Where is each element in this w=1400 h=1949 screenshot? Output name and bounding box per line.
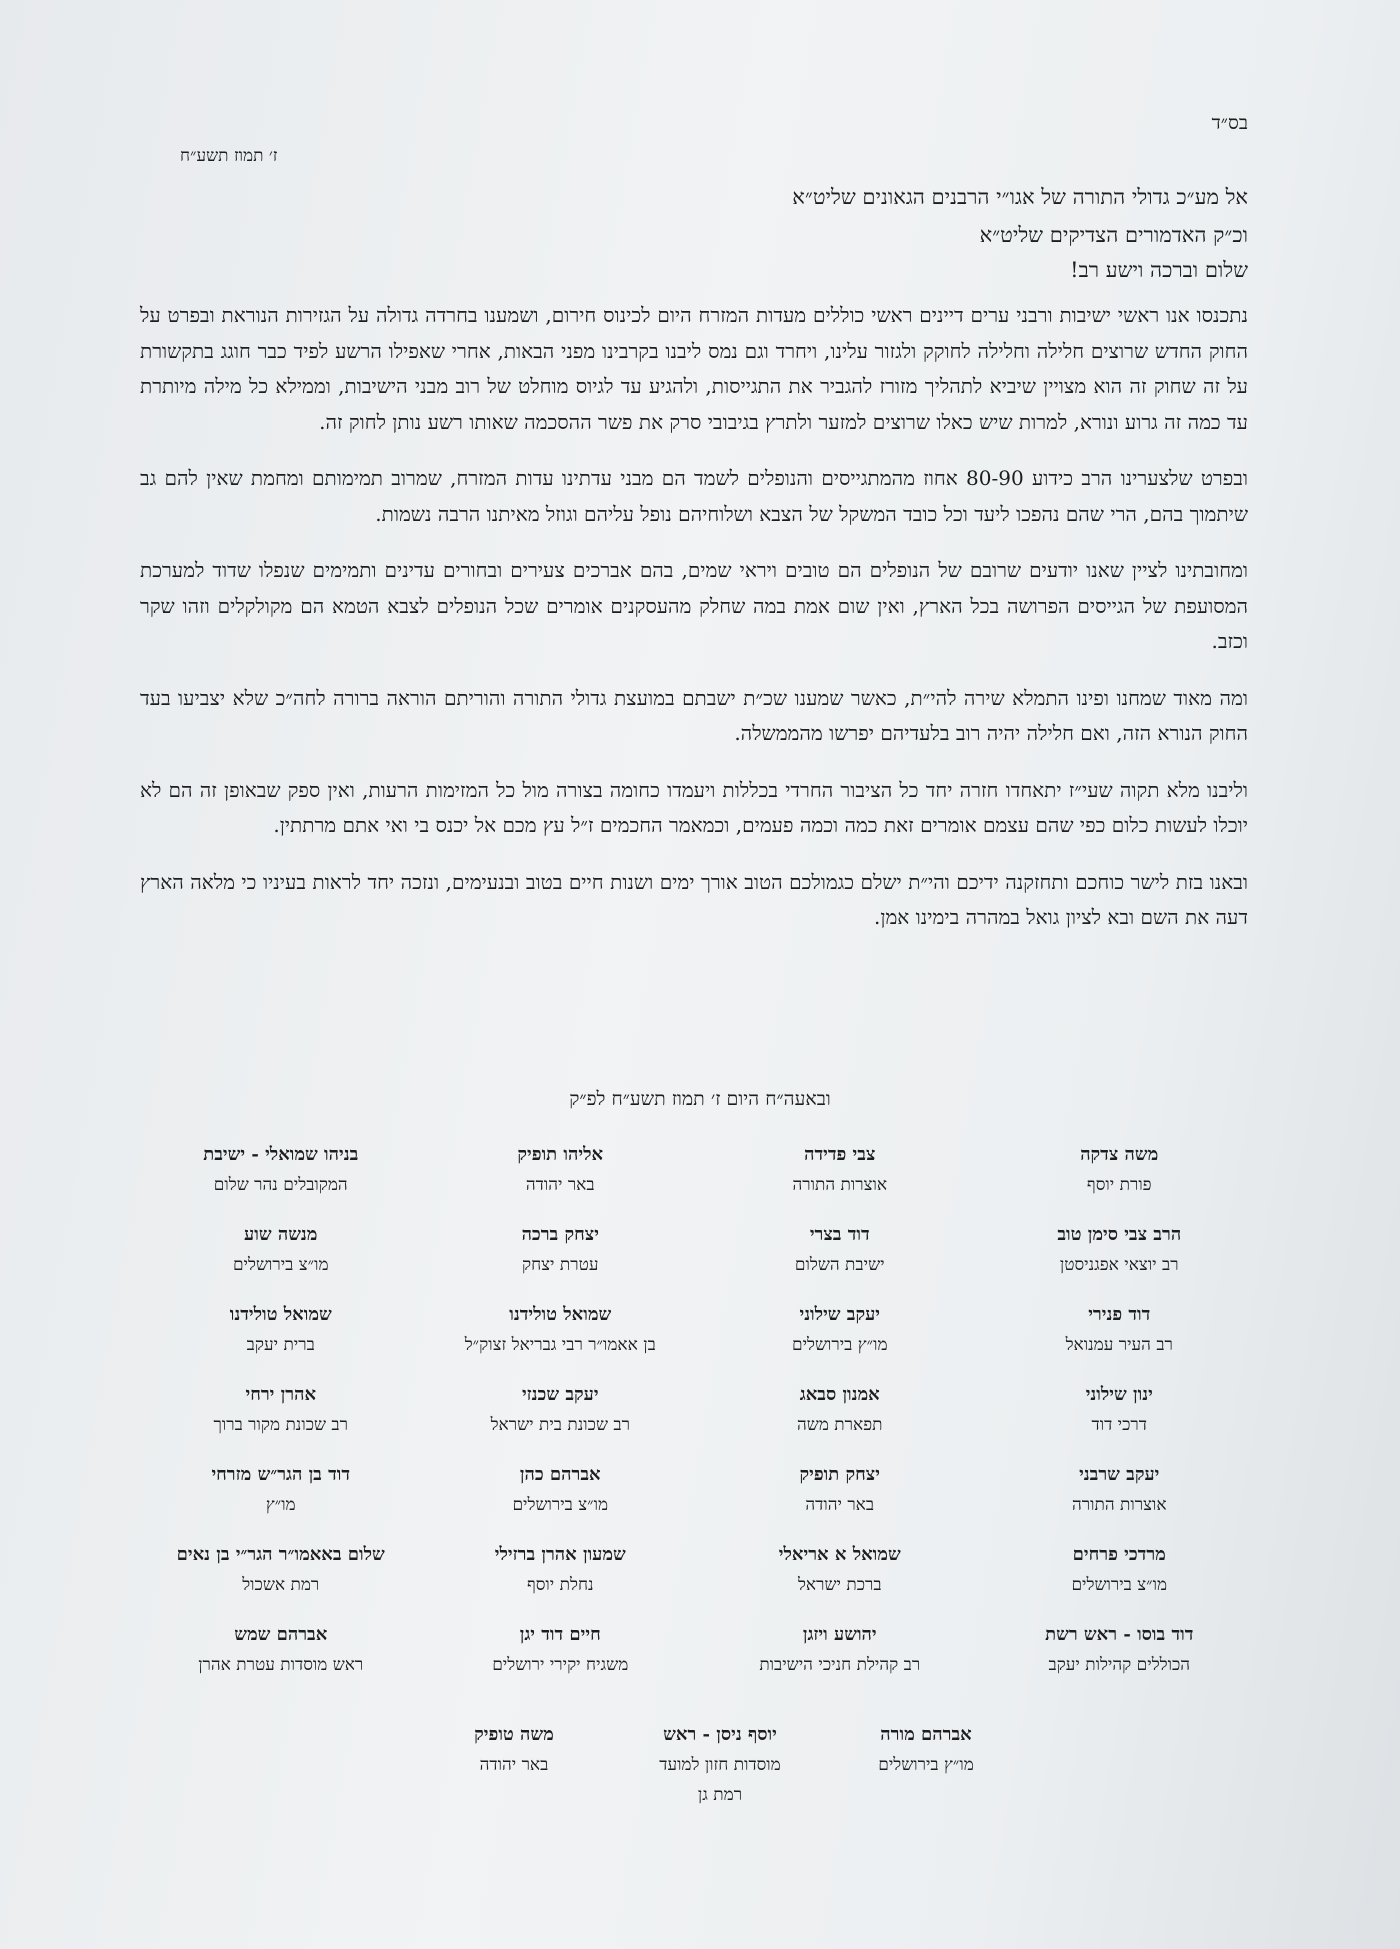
signer-title: רב שכונת בית ישראל (490, 1415, 630, 1435)
signer-title: ברכת ישראל (797, 1575, 882, 1595)
signature-block (430, 1540, 692, 1600)
signer-title: מו״ץ בירושלים (791, 1335, 888, 1355)
body-paragraph: ומחובתינו לציין שאנו יודעים שרובם של הנופלים הם טובים ויראי שמים, בהם אברכים צעירים ובחורים עדינים ותמימים שנפלו שדוד למערכת המסועפת של הגייסים הפרושה בכל הארץ, ואין שום אמת במה שחלק מהעסקנים אומרים שכל הנופלים לצבא הטמא הם מקולקלים וזהו שקר וכזב. (140, 558, 1248, 653)
body-paragraph: ובאנו בזת לישר כוחכם ותחזקנה ידיכם והי״ת ישלם כגמולכם הטוב אורך ימים ושנות חיים בטוב ובנעימים, ונזכה יחד לראות בעיניו כי מלאה הארץ דעה את השם ובא לציון גואל במהרה בימינו אמן. (140, 869, 1248, 929)
signer-title: באר יהודה (525, 1175, 595, 1195)
signer-title: תפארת משה (797, 1415, 883, 1435)
signature-block (430, 1140, 692, 1200)
signature-block (430, 1460, 692, 1520)
signature-block (989, 1380, 1251, 1440)
signer-name: אהרן ירחי (245, 1384, 317, 1405)
signer-title: הכוללים קהילות יעקב (1048, 1655, 1191, 1675)
signer-title: באר יהודה (479, 1755, 549, 1775)
signature-block (150, 1620, 412, 1680)
signer-name: שמואל טולידנו (509, 1304, 612, 1325)
signer-name: מנשה שוע (244, 1224, 318, 1245)
signer-name: שמעון אהרן ברזילי (494, 1544, 626, 1565)
signer-title: אוצרות התורה (792, 1175, 888, 1195)
signature-block (430, 1220, 692, 1280)
signature-block (150, 1140, 412, 1200)
signature-block (709, 1620, 971, 1680)
signature-block (989, 1140, 1251, 1200)
signer-name: דוד פנירי (1088, 1304, 1151, 1325)
signer-title: רב שכונת מקור ברוך (213, 1415, 348, 1435)
signature-block (989, 1540, 1251, 1600)
signer-name: יצחק תופיק (799, 1464, 880, 1485)
signer-name: בניהו שמואלי - ישיבת (203, 1144, 359, 1165)
signature-block (150, 1540, 412, 1600)
signature-block (150, 1460, 412, 1520)
signer-title: מו״ץ (265, 1495, 296, 1515)
signer-name: הרב צבי סימן טוב (1057, 1224, 1182, 1245)
signature-block (989, 1460, 1251, 1520)
signer-title: רב העיר עמנואל (1065, 1335, 1173, 1355)
signer-name: אמנון סבאג (799, 1384, 880, 1405)
signer-name: אברהם שמש (234, 1624, 328, 1645)
signer-name: אליהו תופיק (517, 1144, 604, 1165)
body-paragraph: וליבנו מלא תקוה שעי״ז יתאחדו חזרה יחד כל הציבור החרדי בכללות ויעמדו כחומה בצורה מול כל המזימות הרעות, ואין ספק שבאופן זה הם לא יוכלו לעשות כלום כפי שהם עצמם אומרים זאת כמה וכמה פעמים, וכמאמר החכמים ז״ל עץ מכם אל יכנס בי ואי אתם מרתתין. (140, 777, 1248, 837)
addressee-line: אל מע״כ גדולי התורה של אגו״י הרבנים הגאונים שליט״א (792, 185, 1248, 209)
signer-title: מוסדות חזון למועד (659, 1755, 781, 1775)
signer-title: ברית יעקב (246, 1335, 315, 1355)
addressee-line: וכ״ק האדמורים הצדיקים שליט״א (979, 223, 1248, 247)
signer-title: פורת יוסף (1086, 1175, 1152, 1195)
letter-date: ז׳ תמוז תשע״ח (180, 146, 278, 166)
signature-block (150, 1300, 412, 1360)
signer-name: חיים דוד יגן (519, 1624, 601, 1645)
signer-name: שמואל טולידנו (229, 1304, 332, 1325)
body-paragraph: ומה מאוד שמחנו ופינו התמלא שירה להי״ת, כאשר שמענו שכ״ת ישבתם במועצת גדולי התורה והוריתם הוראה ברורה לחה״כ שלא יצביעו בעד החוק הנורא הזה, ואם חלילה יהיה רוב בלעדיהם יפרשו מהממשלה. (140, 685, 1248, 745)
signer-title: דרכי דוד (1091, 1415, 1147, 1435)
bsd-header: בס״ד (1211, 112, 1248, 134)
signer-name: ינון שילוני (1085, 1384, 1153, 1405)
signer-name: אברהם מורה (880, 1724, 972, 1745)
signer-name: שמואל א אריאלי (778, 1544, 901, 1565)
body-paragraph: ובפרט שלצערינו הרב כידוע 80-90 אחוז מהמתגייסים והנופלים לשמד הם מבני עדתינו עדות המזרח, שמרוב תמימותם ומחמת שאין להם גב שיתמוך בהם, הרי שהם נהפכו ליעד וכל כובד המשקל של הצבא ושלוחיהם נופל עליהם וגוזל מאיתנו הרבה נשמות. (140, 466, 1248, 526)
signer-name: דוד בן הגר״ש מזרחי (211, 1464, 351, 1485)
signer-name: יעקב שכנזי (521, 1384, 599, 1405)
greeting: שלום וברכה וישע רב! (1070, 258, 1248, 282)
signature-block (709, 1220, 971, 1280)
signer-title: באר יהודה (805, 1495, 875, 1515)
signature-block (430, 1380, 692, 1440)
signer-name: יעקב שרבני (1079, 1464, 1160, 1485)
signer-name: יעקב שילוני (799, 1304, 881, 1325)
signer-name: יוסף ניסן - ראש (663, 1724, 777, 1745)
letter-body (140, 298, 1248, 957)
signer-title: מו״ץ בירושלים (878, 1755, 974, 1775)
signer-title: בן אאמו״ר רבי גבריאל זצוק״ל (464, 1335, 656, 1355)
signer-title: רמת אשכול (242, 1575, 320, 1595)
signer-title: עטרת יצחק (521, 1255, 599, 1275)
signer-title: אוצרות התורה (1071, 1495, 1167, 1515)
signer-title: המקובלים נהר שלום (213, 1175, 348, 1195)
signer-title: רב יוצאי אפגניסטן (1059, 1255, 1179, 1275)
signer-title: נחלת יוסף (526, 1575, 594, 1595)
signature-block (150, 1220, 412, 1280)
signature-block (150, 1380, 412, 1440)
signature-block (832, 1720, 1020, 1810)
signer-name: משה טופיק (474, 1724, 554, 1745)
signer-title: ישיבת השלום (794, 1255, 885, 1275)
signer-title: מו״צ בירושלים (512, 1495, 609, 1515)
addressee-block (792, 178, 1248, 254)
signature-block (420, 1720, 608, 1810)
signer-title: משגיח יקירי ירושלים (492, 1655, 629, 1675)
signer-name: דוד בוסו - ראש רשת (1045, 1624, 1194, 1645)
signatures-last-row (420, 1720, 1020, 1810)
body-paragraph: נתכנסו אנו ראשי ישיבות ורבני ערים דיינים ראשי כוללים מעדות המזרח היום לכינוס חירום, ושמענו בחרדה גדולה על הגזירות הנוראת ובפרט על החוק החדש שרוצים חלילה וחלילה לחוקק ולגזור עלינו, ויחרד וגם נמס ליבנו בקרבינו מפני הבאות, אחרי שאפילו הרשע לפיד כבר חוגג בתקשורת על זה שחוק זה הוא מצויין שיביא לתהליך מזורז להגביר את התגייסות, ולהגיע עד לגיוס מוחלט של רוב מבני הישיבות, וממילא כל מילה מיותרת עד כמה זה גרוע ונורא, למרות שיש כאלו שרוצים למזער ולתרץ בגיבובי סרק את פשר ההסכמה שאותו רשע נותן לחוק זה. (140, 303, 1248, 434)
signature-block (709, 1300, 971, 1360)
signer-name: דוד בצרי (809, 1224, 870, 1245)
closing-line: ובאעה״ח היום ז׳ תמוז תשע״ח לפ״ק (569, 1088, 831, 1110)
signature-block (989, 1620, 1251, 1680)
signer-name: מרדכי פרחים (1072, 1544, 1166, 1565)
signer-name: יצחק ברכה (521, 1224, 599, 1245)
signature-block (430, 1620, 692, 1680)
signer-name: צבי פדידה (804, 1144, 876, 1165)
signer-title: רב קהילת חניכי הישיבות (759, 1655, 921, 1675)
signer-name: שלום באאמו״ר הגר״י בן נאים (176, 1544, 385, 1565)
signer-title: מו״צ בירושלים (232, 1255, 329, 1275)
signer-title-extra: רמת גן (697, 1785, 743, 1805)
signer-title: מו״צ בירושלים (1071, 1575, 1168, 1595)
signature-block (989, 1220, 1251, 1280)
signer-name: יהושע ויזגן (802, 1624, 877, 1645)
signatures-grid (150, 1140, 1250, 1680)
signer-name: משה צדקה (1080, 1144, 1159, 1165)
signer-name: אברהם כהן (519, 1464, 601, 1485)
signature-block (709, 1540, 971, 1600)
signature-block (709, 1140, 971, 1200)
signature-block (430, 1300, 692, 1360)
signer-title: ראש מוסדות עטרת אהרן (198, 1655, 364, 1675)
signature-block (626, 1720, 814, 1810)
signature-block (989, 1300, 1251, 1360)
signature-block (709, 1460, 971, 1520)
signature-block (709, 1380, 971, 1440)
